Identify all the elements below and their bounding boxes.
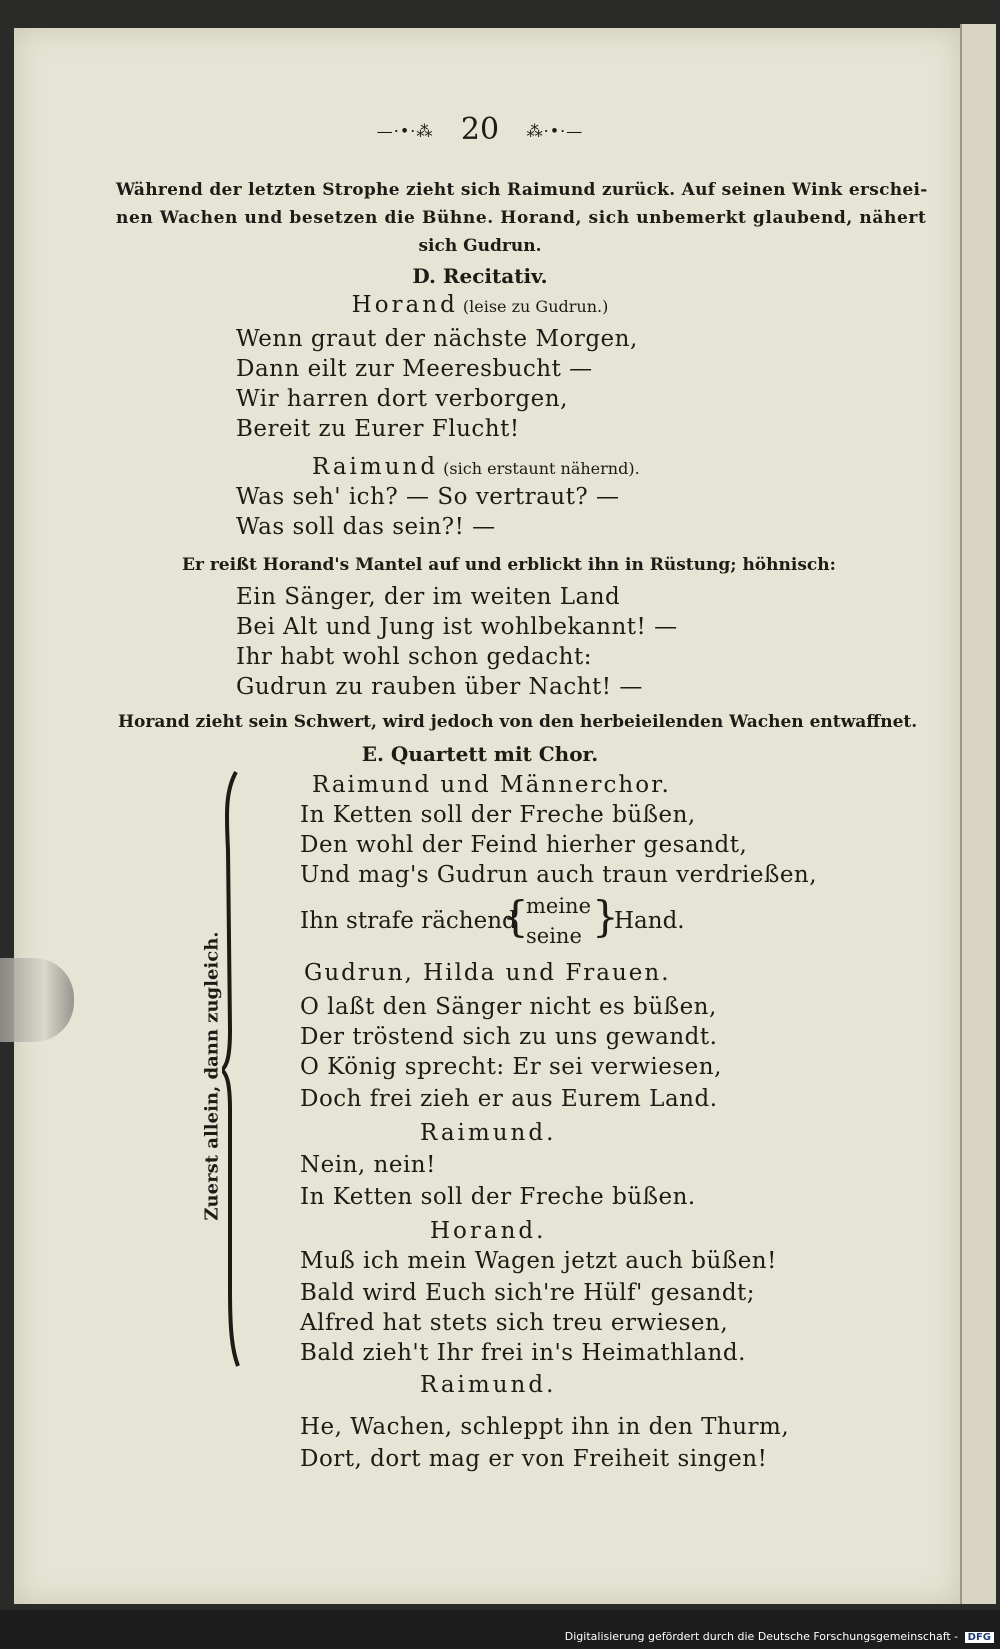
section-heading: E. Quartett mit Chor.: [361, 742, 599, 766]
verse-line: Dann eilt zur Meeresbucht —: [236, 356, 593, 382]
speaker-name: Raimund.: [420, 1372, 557, 1398]
speaker-name: Horand.: [430, 1218, 547, 1244]
speaker-direction: (leise zu Gudrun.): [462, 297, 609, 316]
stage-direction-line: Während der letzten Strophe zieht sich Raimund zurück. Auf seinen Wink erschei-: [116, 180, 928, 200]
verse-line: Doch frei zieh er aus Eurem Land.: [300, 1086, 718, 1112]
page-number-row: [360, 112, 600, 147]
verse-line: Dort, dort mag er von Freiheit singen!: [300, 1446, 768, 1472]
verse-line: Und mag's Gudrun auch traun verdrießen,: [300, 862, 818, 888]
verse-line: Bei Alt und Jung ist wohlbekannt! —: [236, 614, 678, 640]
ornament-left: —·•·⁂: [376, 121, 434, 141]
funding-text: Digitalisierung gefördert durch die Deutsche Forschungsgemeinschaft -: [564, 1630, 959, 1643]
speaker-name: Raimund und Männerchor.: [312, 772, 671, 798]
speaker-name: Horand: [351, 292, 458, 318]
stage-direction-line: Horand zieht sein Schwert, wird jedoch von den herbeieilenden Wachen entwaffnet.: [118, 712, 918, 732]
verse-line: Bereit zu Eurer Flucht!: [236, 416, 520, 442]
verse-line: Gudrun zu rauben über Nacht! —: [236, 674, 643, 700]
brace-option: meine: [526, 894, 592, 918]
funding-note: [565, 1630, 994, 1643]
verse-line: Bald wird Euch sich're Hülf' gesandt;: [300, 1280, 756, 1306]
page-number: 20: [460, 112, 500, 147]
ornament-right: ⁂·•·—: [526, 121, 584, 141]
speaker-name: Raimund.: [420, 1120, 557, 1146]
speaker-line: [312, 454, 640, 480]
verse-line: Was soll das sein?! —: [236, 514, 496, 540]
verse-line: Der tröstend sich zu uns gewandt.: [300, 1024, 718, 1050]
brace-line-end: Hand.: [614, 908, 685, 934]
brace-right: }: [592, 892, 619, 941]
side-note: Zuerst allein, dann zugleich.: [201, 931, 223, 1221]
page-clip: [0, 958, 74, 1042]
verse-line: O König sprecht: Er sei verwiesen,: [300, 1054, 722, 1080]
verse-line: Was seh' ich? — So vertraut? —: [236, 484, 620, 510]
brace-left: {: [502, 892, 529, 941]
dfg-logo: DFG: [965, 1632, 994, 1643]
brace-option: seine: [526, 924, 582, 948]
verse-line: O laßt den Sänger nicht es büßen,: [300, 994, 717, 1020]
verse-line: Ihr habt wohl schon gedacht:: [236, 644, 592, 670]
verse-line: Ein Sänger, der im weiten Land: [236, 584, 621, 610]
speaker-direction: (sich erstaunt nähernd).: [443, 459, 640, 478]
speaker-name: Gudrun, Hilda und Frauen.: [304, 960, 671, 986]
verse-line: Den wohl der Feind hierher gesandt,: [300, 832, 748, 858]
verse-line: Muß ich mein Wagen jetzt auch büßen!: [300, 1248, 777, 1274]
verse-line: Bald zieh't Ihr frei in's Heimathland.: [300, 1340, 746, 1366]
verse-line: In Ketten soll der Freche büßen.: [300, 1184, 696, 1210]
section-heading: D. Recitativ.: [412, 264, 548, 288]
brace-line-start: Ihn strafe rächend: [300, 908, 517, 934]
speaker-line: [280, 292, 680, 318]
verse-line: In Ketten soll der Freche büßen,: [300, 802, 696, 828]
verse-line: Wir harren dort verborgen,: [236, 386, 568, 412]
verse-line: He, Wachen, schleppt ihn in den Thurm,: [300, 1414, 790, 1440]
verse-line: Nein, nein!: [300, 1152, 436, 1178]
next-page-edge: [960, 24, 996, 1604]
stage-direction-line: nen Wachen und besetzen die Bühne. Horand, sich unbemerkt glaubend, nähert: [116, 208, 927, 228]
stage-direction-line: Er reißt Horand's Mantel auf und erblickt ihn in Rüstung; höhnisch:: [182, 555, 836, 575]
speaker-name: Raimund: [312, 454, 439, 480]
vertical-brace: [222, 770, 244, 1368]
verse-line: Wenn graut der nächste Morgen,: [236, 326, 638, 352]
verse-line: Alfred hat stets sich treu erwiesen,: [300, 1310, 729, 1336]
stage-direction-line: sich Gudrun.: [418, 236, 542, 256]
